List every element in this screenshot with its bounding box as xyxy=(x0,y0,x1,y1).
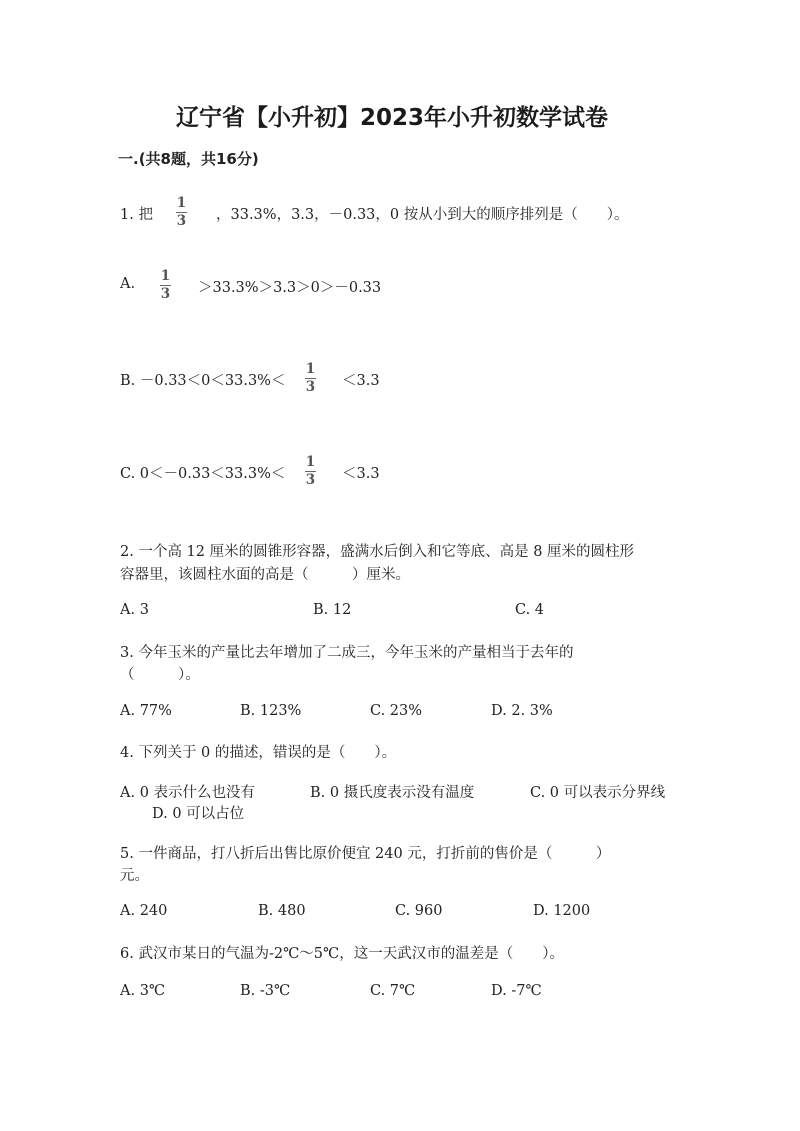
fraction-one-third xyxy=(176,196,187,229)
fraction-numerator: 1 xyxy=(160,268,171,284)
fraction-denominator: 3 xyxy=(305,472,316,488)
q1-option-c-text: C. 0＜－0.33＜33.3%＜ xyxy=(120,466,286,482)
q1-stem-post: ，33.3%，3.3，－0.33，0 按从小到大的顺序排列是（ ）。 xyxy=(216,207,629,223)
q1-option-b-text: B. －0.33＜0＜33.3%＜ xyxy=(120,373,286,389)
q4-option-d: D. 0 可以占位 xyxy=(152,806,245,822)
fraction-numerator: 1 xyxy=(176,195,187,211)
q2-option-c: C. 4 xyxy=(515,602,545,618)
q4-option-b: B. 0 摄氏度表示没有温度 xyxy=(310,785,475,801)
fraction-numerator: 1 xyxy=(305,361,316,377)
q1-option-b-tail: ＜3.3 xyxy=(342,373,380,389)
q5-option-c: C. 960 xyxy=(395,903,443,919)
q6-option-b: B. -3℃ xyxy=(240,983,291,999)
q3-option-c: C. 23% xyxy=(370,703,423,719)
fraction-one-third xyxy=(160,269,171,302)
fraction-one-third xyxy=(305,455,316,488)
q2-option-a: A. 3 xyxy=(120,602,149,618)
q1-option-a-label: A. xyxy=(120,276,136,292)
fraction-numerator: 1 xyxy=(305,454,316,470)
page-title: 辽宁省【小升初】2023年小升初数学试卷 xyxy=(176,105,609,131)
q2-stem-line2: 容器里，该圆柱水面的高是（ ）厘米。 xyxy=(120,567,410,583)
q6-option-a: A. 3℃ xyxy=(120,983,166,999)
q3-option-a: A. 77% xyxy=(120,703,172,719)
q4-option-c: C. 0 可以表示分界线 xyxy=(530,785,666,801)
q1-option-c-tail: ＜3.3 xyxy=(342,466,380,482)
fraction-one-third xyxy=(305,362,316,395)
q6-option-c: C. 7℃ xyxy=(370,983,416,999)
q4-stem: 4. 下列关于 0 的描述，错误的是（ ）。 xyxy=(120,745,397,761)
q6-stem: 6. 武汉市某日的气温为-2℃～5℃，这一天武汉市的温差是（ ）。 xyxy=(120,946,564,962)
q2-stem-line1: 2. 一个高 12 厘米的圆锥形容器，盛满水后倒入和它等底、高是 8 厘米的圆柱形 xyxy=(120,544,635,560)
q1-option-a-text: ＞33.3%＞3.3＞0＞－0.33 xyxy=(198,280,382,296)
q5-option-d: D. 1200 xyxy=(533,903,591,919)
q3-option-d: D. 2. 3% xyxy=(491,703,553,719)
q5-option-b: B. 480 xyxy=(258,903,306,919)
q5-stem-line2: 元。 xyxy=(120,868,149,884)
q3-stem-line1: 3. 今年玉米的产量比去年增加了二成三，今年玉米的产量相当于去年的 xyxy=(120,645,574,661)
section-heading: 一.(共8题，共16分) xyxy=(118,150,259,168)
q6-option-d: D. -7℃ xyxy=(491,983,542,999)
fraction-denominator: 3 xyxy=(160,286,171,302)
fraction-denominator: 3 xyxy=(176,213,187,229)
q3-stem-line2: （ ）。 xyxy=(120,667,200,683)
q4-option-a: A. 0 表示什么也没有 xyxy=(120,785,256,801)
q1-stem-pre: 1. 把 xyxy=(120,207,153,223)
q5-stem-line1: 5. 一件商品，打八折后出售比原价便宜 240 元，打折前的售价是（ ） xyxy=(120,846,611,862)
fraction-denominator: 3 xyxy=(305,379,316,395)
q3-option-b: B. 123% xyxy=(240,703,302,719)
q2-option-b: B. 12 xyxy=(313,602,352,618)
q5-option-a: A. 240 xyxy=(120,903,168,919)
